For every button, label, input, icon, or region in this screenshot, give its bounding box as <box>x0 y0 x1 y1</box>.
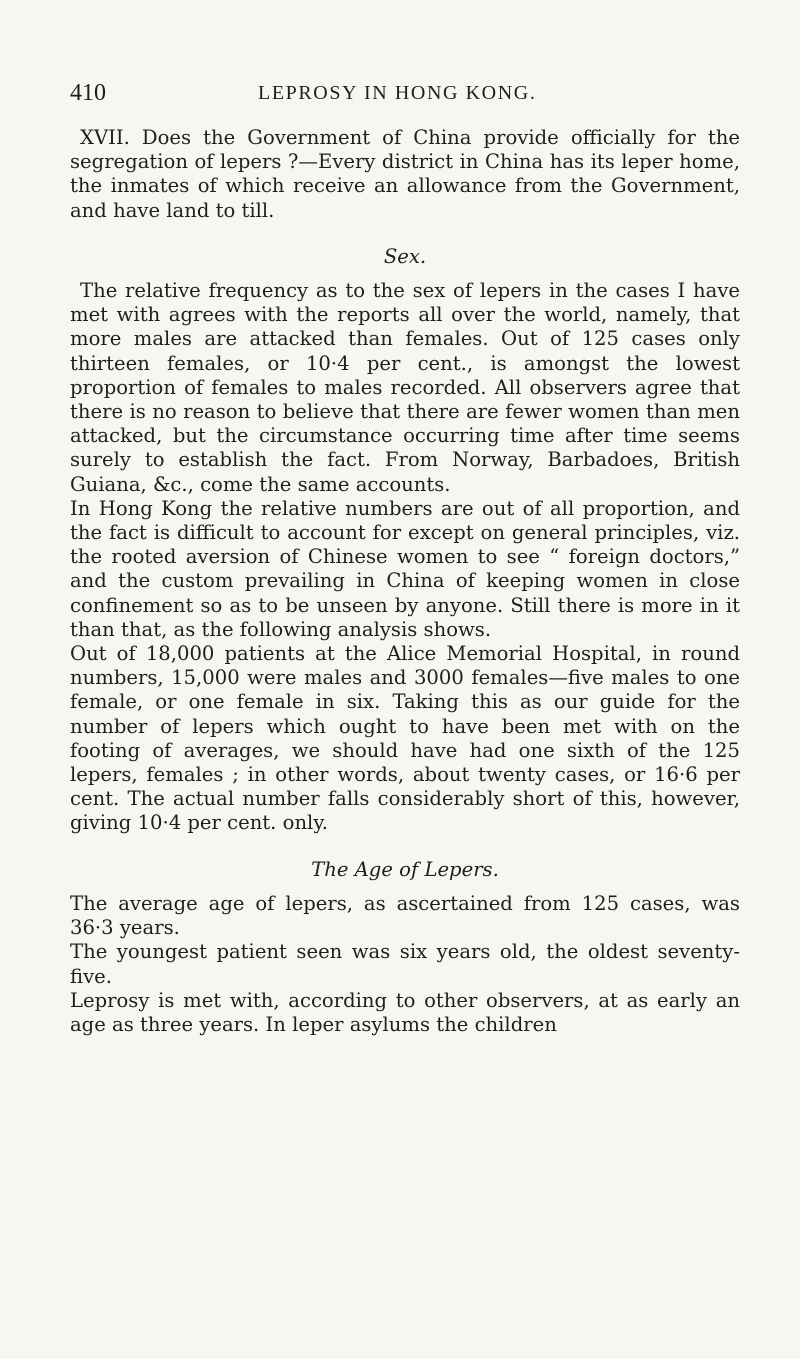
body-text <box>70 126 740 1037</box>
paragraph: The youngest patient seen was six years old, the oldest seventy-five. <box>70 940 740 988</box>
paragraph: The average age of lepers, as ascertained from 125 cases, was 36·3 years. <box>70 891 740 940</box>
page-number: 410 <box>70 80 106 106</box>
running-head <box>70 80 730 110</box>
paragraph-question-xvii: XVII. Does the Government of China provide officially for the segregation of lepers ?—Every district in China has its leper home, the inmates of which receive an allowance from the Government, and have land to till. <box>70 126 740 222</box>
section-heading-age: The Age of Lepers. <box>311 857 499 881</box>
paragraph: In Hong Kong the relative numbers are out of all proportion, and the fact is difficult to account for except on general principles, viz. the rooted aversion of Chinese women to see “ foreign doctors,” and the custom prevailing in China of keeping women in close confinement so as to be unseen by anyone. Still there is more in it than that, as the following analysis shows. <box>70 496 740 641</box>
paragraph: Leprosy is met with, according to other observers, at as early an age as three years. In leper asylums the children <box>70 988 740 1036</box>
paragraph: Out of 18,000 patients at the Alice Memorial Hospital, in round numbers, 15,000 were males and 3000 females—five males to one female, or one female in six. Taking this as our guide for the number of lepers which ought to have been met with on the footing of averages, we should have had one sixth of the 125 lepers, females ; in other words, about twenty cases, or 16·6 per cent. The actual number falls considerably short of this, however, giving 10·4 per cent. only. <box>70 642 740 835</box>
paragraph: The relative frequency as to the sex of lepers in the cases I have met with agrees with the reports all over the world, namely, that more males are attacked than females. Out of 125 cases only thirteen females, or 10·4 per cent., is amongst the lowest proportion of females to males recorded. All observers agree that there is no reason to believe that there are fewer women than men attacked, but the circumstance occurring time after time seems surely to establish the fact. From Norway, Barbadoes, British Guiana, &c., come the same accounts. <box>70 279 740 496</box>
section-heading-sex: Sex. <box>383 244 427 268</box>
running-title: LEPROSY IN HONG KONG. <box>258 82 537 104</box>
